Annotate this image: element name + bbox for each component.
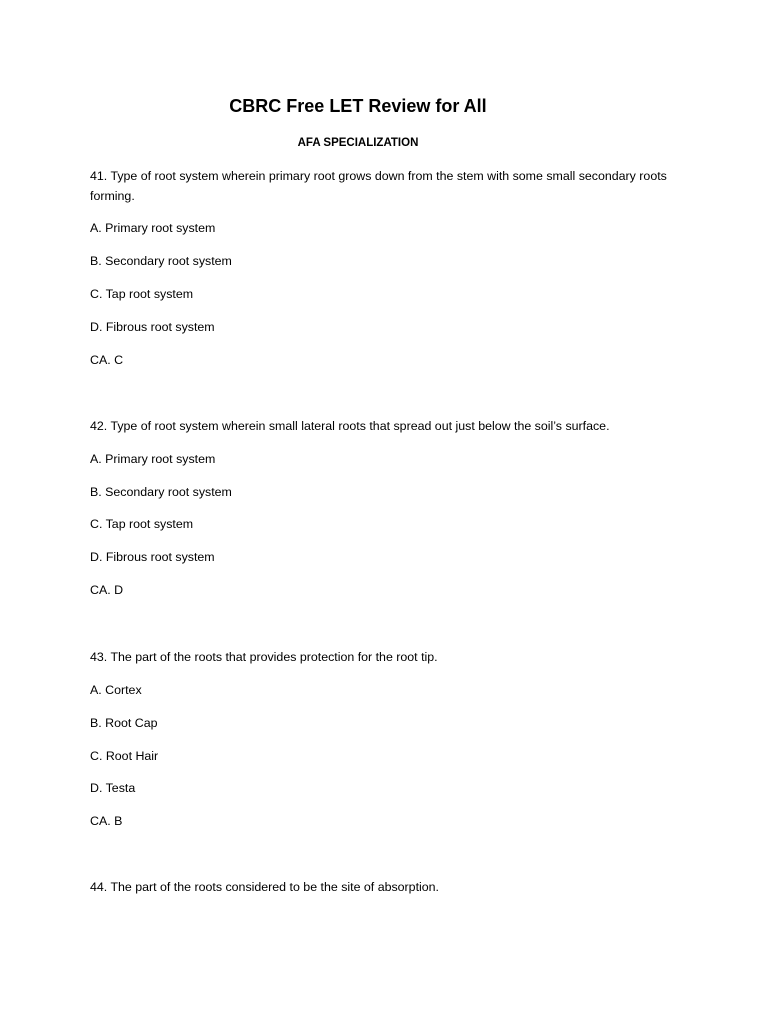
choice-b: B. Secondary root system [90,485,232,499]
correct-answer: CA. B [90,814,123,828]
question-text: 42. Type of root system wherein small lateral roots that spread out just below the soil’s surface. [90,419,610,433]
choice-b: B. Secondary root system [90,254,232,268]
question-text: 44. The part of the roots considered to be the site of absorption. [90,880,439,894]
page-title: CBRC Free LET Review for All [229,96,487,116]
choice-b: B. Root Cap [90,716,158,730]
choice-a: A. Primary root system [90,452,216,466]
choice-d: D. Fibrous root system [90,550,215,564]
choice-a: A. Cortex [90,683,142,697]
question-text: 41. Type of root system wherein primary root grows down from the stem with some small secondary roots forming. [90,169,667,203]
correct-answer: CA. C [90,353,124,367]
choice-c: C. Tap root system [90,287,194,301]
choice-c: C. Root Hair [90,749,159,763]
choice-d: D. Fibrous root system [90,320,215,334]
page-subtitle: AFA SPECIALIZATION [297,137,419,149]
choice-a: A. Primary root system [90,221,216,235]
question-text: 43. The part of the roots that provides protection for the root tip. [90,650,438,664]
choice-d: D. Testa [90,781,136,795]
correct-answer: CA. D [90,583,124,597]
choice-c: C. Tap root system [90,517,194,531]
